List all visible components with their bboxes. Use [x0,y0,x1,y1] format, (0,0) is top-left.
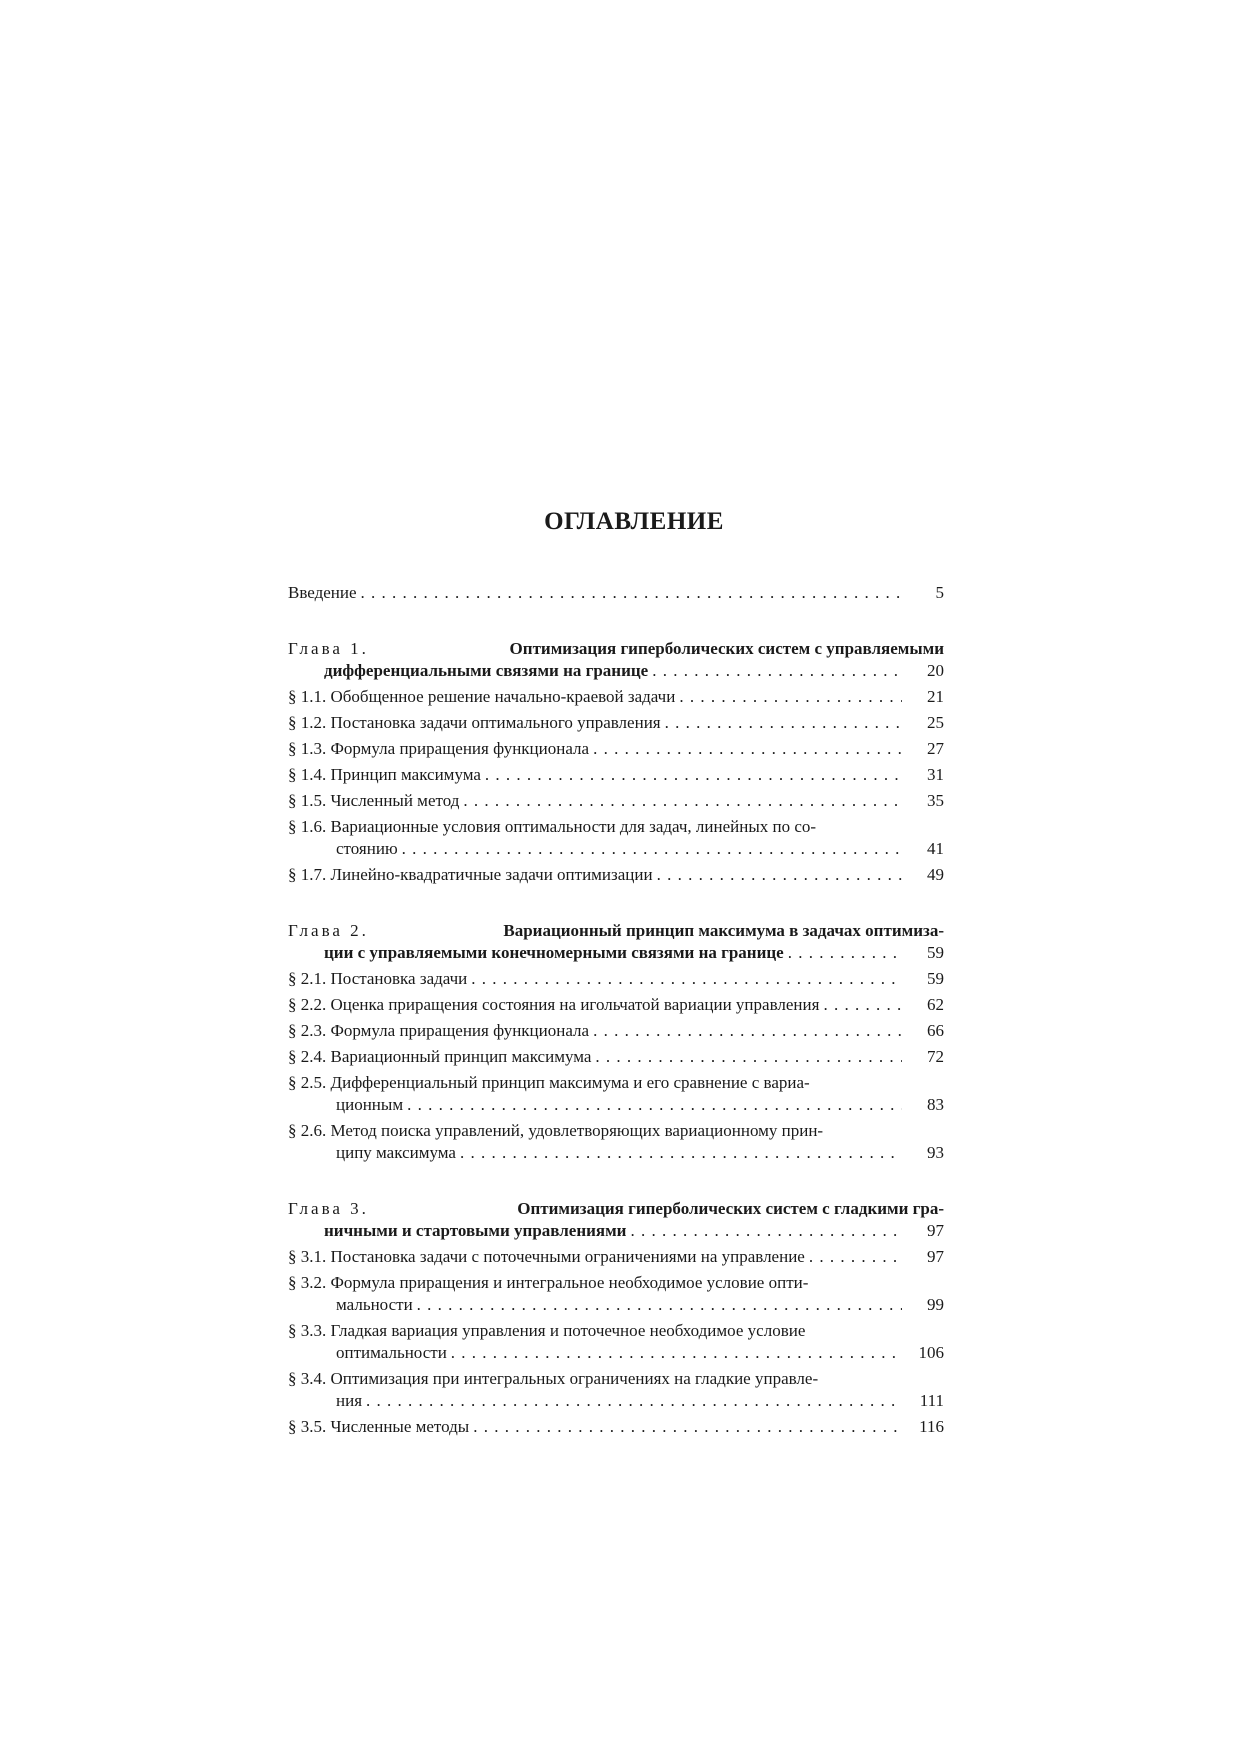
dot-leader [366,1390,902,1412]
chapter-heading[interactable] [288,638,944,682]
toc-section-entry[interactable] [288,1046,944,1068]
toc-entry-label: Введение [288,583,357,602]
dot-leader [823,994,902,1016]
toc-page-number: 59 [927,943,944,962]
section-number: § 2.6. [288,1121,327,1140]
dot-leader [361,582,902,604]
section-line-2 [288,1142,944,1164]
dot-leader [471,968,902,990]
dot-leader [485,764,902,786]
section-text [288,1246,805,1268]
section-number: § 1.5. [288,791,327,810]
dot-leader [451,1342,902,1364]
toc-page-number: 66 [927,1021,944,1040]
toc-section-entry[interactable] [288,1120,944,1164]
toc-section-entry[interactable] [288,790,944,812]
section-line-2 [288,1390,944,1412]
section-text [288,686,675,708]
section-text [288,816,816,838]
section-number: § 1.2. [288,713,327,732]
toc-page-number: 20 [927,661,944,680]
section-title: Формула приращения функционала [330,1021,590,1040]
section-text [288,1046,591,1068]
toc-section-entry[interactable] [288,738,944,760]
section-line [288,686,944,708]
section-text [288,764,481,786]
dot-leader [593,738,902,760]
page-title: ОГЛАВЛЕНИЕ [544,508,724,535]
section-title: Постановка задачи оптимального управления [330,713,661,732]
toc-page-number: 116 [919,1417,944,1436]
toc-section-entry[interactable] [288,1020,944,1042]
chapters-list [288,638,944,1438]
section-title: Линейно-квадратичные задачи оптимизации [330,865,653,884]
toc-page-number: 21 [927,687,944,706]
section-title: Гладкая вариация управления и поточечное необходимое условие [330,1321,806,1340]
chapter-title-part-1: Вариационный принцип максимума в задачах оптимиза- [503,921,944,940]
section-title: Оптимизация при интегральных ограничениях на гладкие управле- [330,1369,819,1388]
dot-leader [665,712,902,734]
section-line-1 [288,1320,944,1342]
dot-leader [460,1142,902,1164]
dot-leader [463,790,902,812]
section-number: § 3.1. [288,1247,327,1266]
section-text [288,994,819,1016]
toc-page-number: 41 [927,839,944,858]
section-title-continuation: оптимальности [336,1343,447,1362]
dot-leader [657,864,902,886]
toc-page-number: 5 [935,583,944,602]
section-line-1 [288,816,944,838]
section-title: Постановка задачи [330,969,468,988]
toc-section-entry[interactable] [288,994,944,1016]
section-title: Численные методы [330,1417,470,1436]
section-text [288,864,653,886]
toc-page [288,508,944,1472]
chapter-label: Глава 2. [288,921,369,940]
section-number: § 2.5. [288,1073,327,1092]
dot-leader [417,1294,902,1316]
section-text [288,1020,589,1042]
section-number: § 1.7. [288,865,327,884]
section-title-continuation: стоянию [336,839,398,858]
chapter-heading[interactable] [288,1198,944,1242]
section-title: Обобщенное решение начально-краевой задачи [330,687,676,706]
section-title-continuation: ципу максимума [336,1143,456,1162]
toc-section-entry[interactable] [288,686,944,708]
section-line [288,968,944,990]
toc-entry-intro[interactable] [288,582,944,604]
chapter-label: Глава 3. [288,1199,369,1218]
chapter-label: Глава 1. [288,639,369,658]
section-number: § 1.3. [288,739,327,758]
section-title-continuation: мальности [336,1295,413,1314]
section-number: § 1.1. [288,687,327,706]
section-line-1 [288,1072,944,1094]
chapter-title-part-2: ции с управляемыми конечномерными связями на границе [324,943,784,962]
section-title: Численный метод [330,791,460,810]
section-line-2 [288,838,944,860]
section-line [288,1020,944,1042]
toc-section-entry[interactable] [288,1272,944,1316]
chapter-title-part-2: дифференциальными связями на границе [324,661,649,680]
toc-section-entry[interactable] [288,1246,944,1268]
chapter-title-part-2: ничными и стартовыми управлениями [324,1221,627,1240]
dot-leader [809,1246,902,1268]
section-line-2 [288,1342,944,1364]
section-line [288,1046,944,1068]
toc-page-number: 31 [927,765,944,784]
toc-page-number: 62 [927,995,944,1014]
section-number: § 2.4. [288,1047,327,1066]
section-title: Формула приращения функционала [330,739,590,758]
toc-section-entry[interactable] [288,1416,944,1438]
section-text [288,712,661,734]
section-line-1 [288,1120,944,1142]
section-text [288,1416,469,1438]
toc-page-number: 27 [927,739,944,758]
chapter-title-part-1: Оптимизация гиперболических систем с управляемыми [509,639,944,658]
chapter-title-part-1: Оптимизация гиперболических систем с гладкими гра- [517,1199,944,1218]
section-title: Оценка приращения состояния на игольчатой вариации управления [330,995,820,1014]
toc-page-number: 97 [927,1247,944,1266]
chapter-heading-line-1 [288,1198,944,1220]
section-text [288,738,589,760]
dot-leader [593,1020,902,1042]
section-line [288,1416,944,1438]
section-line [288,764,944,786]
dot-leader [595,1046,902,1068]
section-number: § 2.1. [288,969,327,988]
section-title: Вариационный принцип максимума [330,1047,592,1066]
chapter-heading-line-2 [288,1220,944,1242]
chapter-2 [288,920,944,1164]
dot-leader [473,1416,902,1438]
toc-page-number: 59 [927,969,944,988]
section-number: § 1.6. [288,817,327,836]
dot-leader [679,686,902,708]
toc-section-entry[interactable] [288,712,944,734]
dot-leader [407,1094,902,1116]
toc-section-entry[interactable] [288,1320,944,1364]
toc-page-number: 83 [927,1095,944,1114]
section-text [288,1120,823,1142]
chapter-heading-line-2 [288,942,944,964]
toc-page-number: 97 [927,1221,944,1240]
section-text [288,1272,808,1294]
section-line [288,738,944,760]
section-title: Постановка задачи с поточечными ограничениями на управление [330,1247,805,1266]
toc-section-entry[interactable] [288,968,944,990]
section-title-continuation: ционным [336,1095,404,1114]
section-text [288,790,459,812]
section-line [288,712,944,734]
toc-page-number: 49 [927,865,944,884]
section-text [288,1072,810,1094]
toc-section-entry[interactable] [288,764,944,786]
dot-leader [402,838,902,860]
toc-page-number: 111 [919,1391,944,1410]
section-text [288,1368,818,1390]
section-number: § 1.4. [288,765,327,784]
section-number: § 3.5. [288,1417,327,1436]
toc-section-entry[interactable] [288,1368,944,1412]
section-title: Вариационные условия оптимальности для задач, линейных по со- [330,817,817,836]
chapter-3 [288,1198,944,1438]
section-number: § 3.2. [288,1273,327,1292]
chapter-1 [288,638,944,886]
section-title-continuation: ния [336,1391,363,1410]
section-title: Формула приращения и интегральное необходимое условие опти- [330,1273,809,1292]
section-number: § 2.2. [288,995,327,1014]
section-title: Дифференциальный принцип максимума и его сравнение с вариа- [330,1073,810,1092]
toc-page-number: 25 [927,713,944,732]
dot-leader [788,942,902,964]
section-number: § 3.3. [288,1321,327,1340]
toc-page-number: 99 [927,1295,944,1314]
toc-section-entry[interactable] [288,816,944,860]
toc-page-number: 93 [927,1143,944,1162]
section-number: § 2.3. [288,1021,327,1040]
section-text [288,968,467,990]
toc-page-number: 106 [918,1343,944,1362]
dot-leader [630,1220,902,1242]
toc-section-entry[interactable] [288,864,944,886]
section-line-1 [288,1272,944,1294]
section-line [288,864,944,886]
section-line-1 [288,1368,944,1390]
section-line [288,790,944,812]
section-title: Метод поиска управлений, удовлетворяющих вариационному прин- [330,1121,824,1140]
chapter-heading[interactable] [288,920,944,964]
section-number: § 3.4. [288,1369,327,1388]
chapter-heading-line-1 [288,638,944,660]
section-text [288,1320,805,1342]
dot-leader [652,660,902,682]
toc-section-entry[interactable] [288,1072,944,1116]
toc-page-number: 35 [927,791,944,810]
chapter-heading-line-1 [288,920,944,942]
section-line-2 [288,1294,944,1316]
chapter-heading-line-2 [288,660,944,682]
toc-page-number: 72 [927,1047,944,1066]
section-line-2 [288,1094,944,1116]
section-line [288,1246,944,1268]
section-line [288,994,944,1016]
section-title: Принцип максимума [330,765,481,784]
